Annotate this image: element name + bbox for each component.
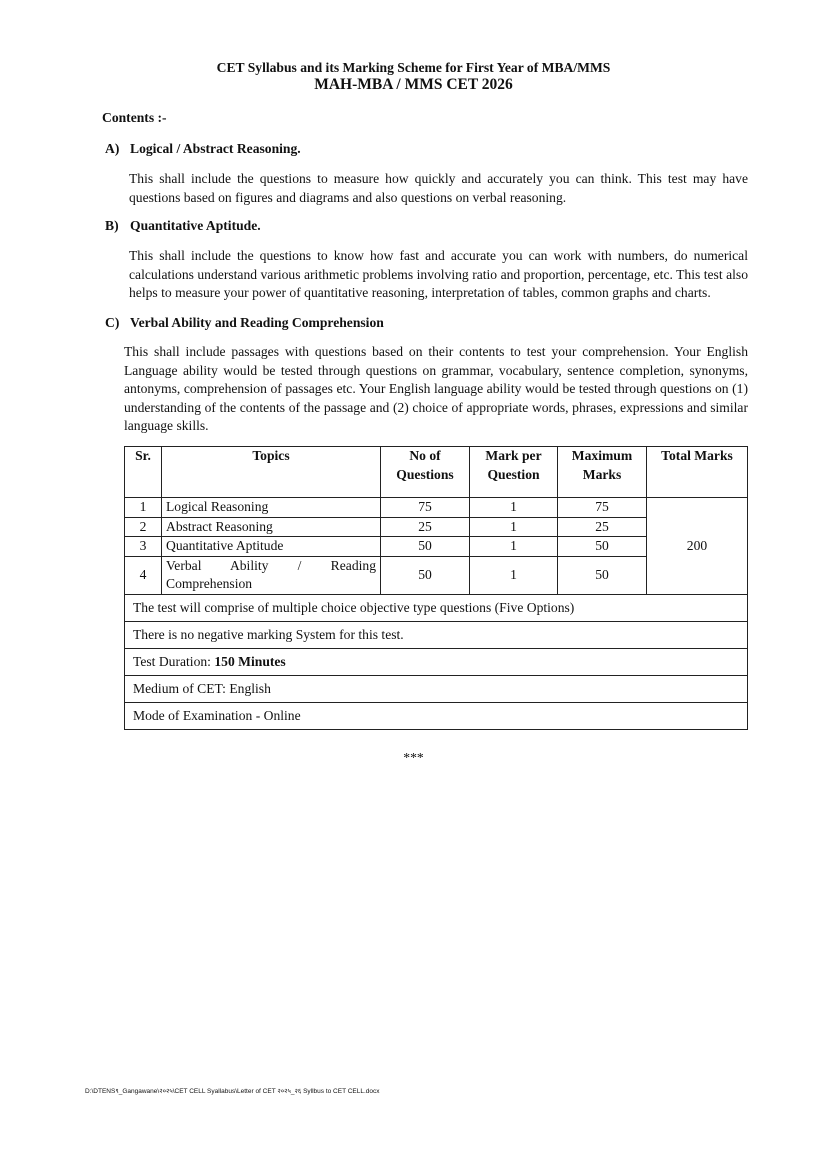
cell-topic: Logical Reasoning bbox=[162, 498, 381, 518]
header-sr: Sr. bbox=[125, 447, 162, 498]
cell-max: 75 bbox=[558, 498, 647, 518]
section-letter: B) bbox=[105, 218, 119, 233]
header-total: Total Marks bbox=[647, 447, 748, 498]
cell-total: 200 bbox=[647, 498, 748, 595]
section-c-heading bbox=[105, 315, 384, 331]
note-row bbox=[125, 594, 748, 621]
note-row bbox=[125, 675, 748, 702]
note-mode: Mode of Examination - Online bbox=[125, 702, 748, 729]
cell-questions: 25 bbox=[381, 517, 470, 537]
note-row bbox=[125, 621, 748, 648]
footer-file-path: D:\DTENS९_Gangawane\२०२५\CET CELL Syallabus\Letter of CET २०२५_२६ Syllbus to CET CELL.docx bbox=[85, 1088, 380, 1095]
note-question-type: The test will comprise of multiple choice objective type questions (Five Options) bbox=[125, 594, 748, 621]
cell-max: 25 bbox=[558, 517, 647, 537]
note-row bbox=[125, 648, 748, 675]
title-line-1: CET Syllabus and its Marking Scheme for First Year of MBA/MMS bbox=[216, 60, 611, 75]
note-negative-marking: There is no negative marking System for this test. bbox=[125, 621, 748, 648]
section-title: Verbal Ability and Reading Comprehension bbox=[130, 315, 384, 330]
header-questions: No of Questions bbox=[381, 447, 470, 498]
cell-questions: 75 bbox=[381, 498, 470, 518]
cell-sr: 4 bbox=[125, 556, 162, 594]
section-c-text: This shall include passages with questions based on their contents to test your comprehension. Your English Language ability would be tested through questions on grammar, vocabulary, sentence completion, synonyms, antonyms, comprehension of passages etc. Your English language ability would be tested through questions on (1) understanding of the contents of the passage and (2) choice of appropriate words, phrases, expressions and similar language skills. bbox=[124, 344, 748, 434]
cell-mark: 1 bbox=[470, 517, 558, 537]
cell-topic: Quantitative Aptitude bbox=[162, 537, 381, 557]
section-title: Logical / Abstract Reasoning. bbox=[130, 141, 301, 156]
cell-sr: 1 bbox=[125, 498, 162, 518]
cell-mark: 1 bbox=[470, 498, 558, 518]
cell-topic: Verbal Ability / Reading Comprehension bbox=[162, 556, 381, 594]
cell-sr: 3 bbox=[125, 537, 162, 557]
table-header-row bbox=[125, 447, 748, 498]
section-letter: A) bbox=[105, 141, 120, 156]
section-title: Quantitative Aptitude. bbox=[130, 218, 261, 233]
note-duration bbox=[125, 648, 748, 675]
cell-sr: 2 bbox=[125, 517, 162, 537]
cell-questions: 50 bbox=[381, 537, 470, 557]
note-row bbox=[125, 702, 748, 729]
marking-scheme-table bbox=[124, 446, 748, 730]
cell-max: 50 bbox=[558, 537, 647, 557]
section-a-text: This shall include the questions to measure how quickly and accurately you can think. This test may have questions based on figures and diagrams and also questions on verbal reasoning. bbox=[129, 171, 748, 205]
cell-topic: Abstract Reasoning bbox=[162, 517, 381, 537]
header-max: Maximum Marks bbox=[558, 447, 647, 498]
section-b-heading bbox=[105, 218, 261, 234]
header-mark: Mark per Question bbox=[470, 447, 558, 498]
header-topics: Topics bbox=[162, 447, 381, 498]
note-medium: Medium of CET: English bbox=[125, 675, 748, 702]
duration-value: 150 Minutes bbox=[214, 653, 286, 669]
cell-questions: 50 bbox=[381, 556, 470, 594]
section-b-text: This shall include the questions to know how fast and accurate you can work with numbers, do numerical calculations understand various arithmetic problems involving ratio and proportion, percentage, etc. This test also helps to measure your power of quantitative reasoning, interpretation of tables, common graphs and charts. bbox=[129, 248, 748, 301]
cell-mark: 1 bbox=[470, 537, 558, 557]
cell-mark: 1 bbox=[470, 556, 558, 594]
title-line-2: MAH-MBA / MMS CET 2026 bbox=[314, 76, 513, 93]
section-letter: C) bbox=[105, 315, 120, 330]
cell-max: 50 bbox=[558, 556, 647, 594]
end-marker: *** bbox=[403, 750, 424, 765]
table-row bbox=[125, 498, 748, 518]
duration-label: Test Duration: bbox=[133, 653, 215, 669]
section-a-heading bbox=[105, 141, 301, 157]
contents-label: Contents :- bbox=[102, 110, 167, 125]
